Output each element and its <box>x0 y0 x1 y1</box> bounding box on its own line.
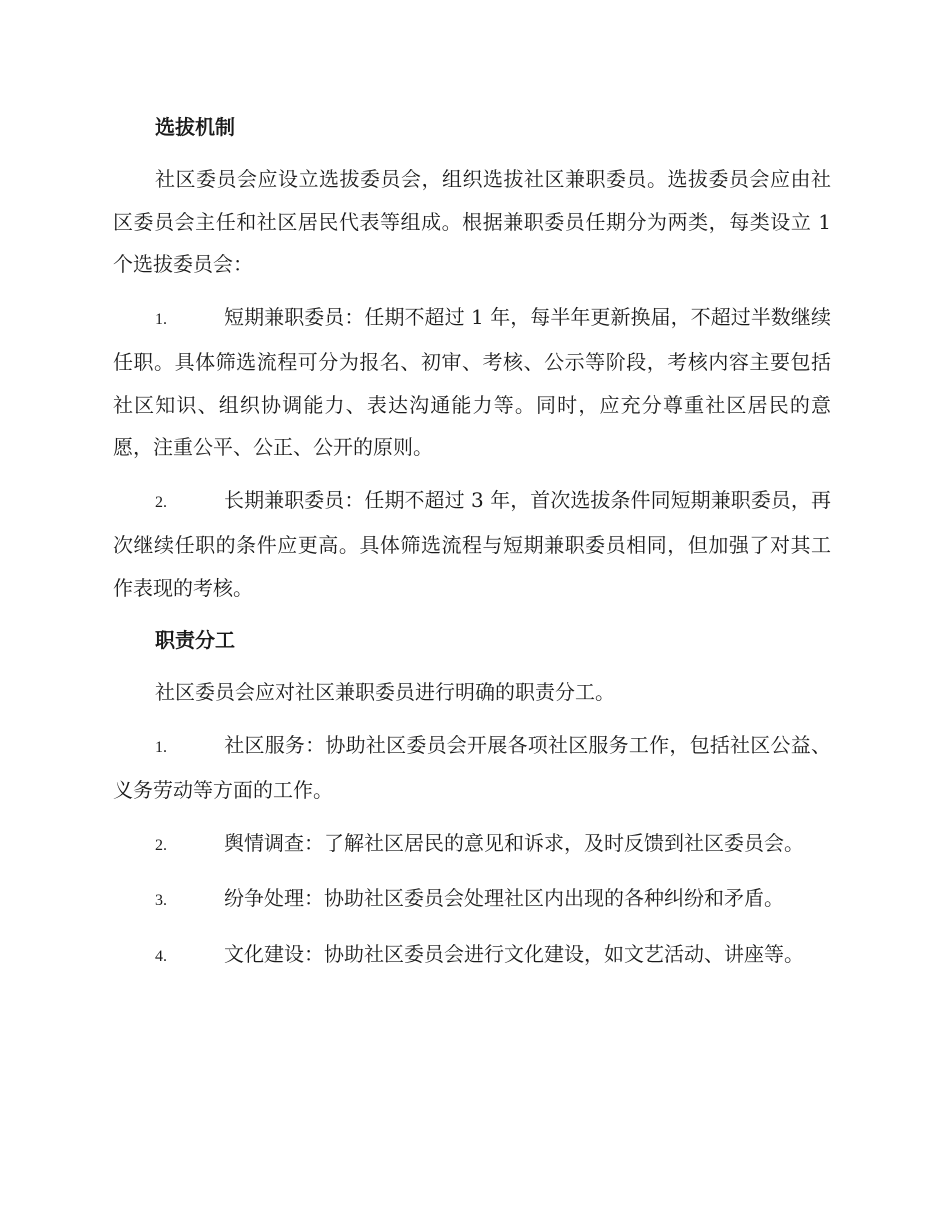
section-intro-selection: 社区委员会应设立选拔委员会，组织选拔社区兼职委员。选拔委员会应由社区委员会主任和社区居民代表等组成。根据兼职委员任期分为两类，每类设立 1 个选拔委员会： <box>113 167 831 276</box>
document-page <box>113 106 831 988</box>
list-number: 1. <box>155 310 167 328</box>
section-intro-duties: 社区委员会应对社区兼职委员进行明确的职责分工。 <box>155 680 615 704</box>
list-item <box>113 724 831 812</box>
list-item-text: 纷争处理：协助社区委员会处理社区内出现的各种纠纷和矛盾。 <box>224 886 784 910</box>
list-number: 2. <box>155 493 167 511</box>
list-item-text: 社区服务：协助社区委员会开展各项社区服务工作，包括社区公益、义务劳动等方面的工作。 <box>113 732 831 802</box>
list-item-text: 文化建设：协助社区委员会进行文化建设，如文艺活动、讲座等。 <box>224 941 804 966</box>
list-item <box>113 877 831 923</box>
list-item-text: 短期兼职委员：任期不超过 1 年，每半年更新换届，不超过半数继续任职。具体筛选流程可分为报名、初审、考核、公示等阶段，考核内容主要包括社区知识、组织协调能力、表达沟通能力等。同时，应充分尊重社区居民的意愿，注重公平、公正、公开的原则。 <box>113 304 831 459</box>
list-number: 2. <box>155 836 167 854</box>
list-number: 3. <box>155 892 167 909</box>
list-item <box>113 822 831 868</box>
list-number: 4. <box>155 947 167 965</box>
list-item-text: 长期兼职委员：任期不超过 3 年，首次选拔条件同短期兼职委员，再次继续任职的条件应更高。具体筛选流程与短期兼职委员相同，但加强了对其工作表现的考核。 <box>113 487 831 600</box>
section-heading-selection: 选拔机制 <box>155 115 235 139</box>
section-heading-duties: 职责分工 <box>155 628 235 652</box>
list-item <box>113 933 831 979</box>
list-number: 1. <box>155 738 167 756</box>
list-item-text: 舆情调查：了解社区居民的意见和诉求，及时反馈到社区委员会。 <box>224 830 804 855</box>
list-item <box>113 479 831 610</box>
list-item <box>113 296 831 469</box>
